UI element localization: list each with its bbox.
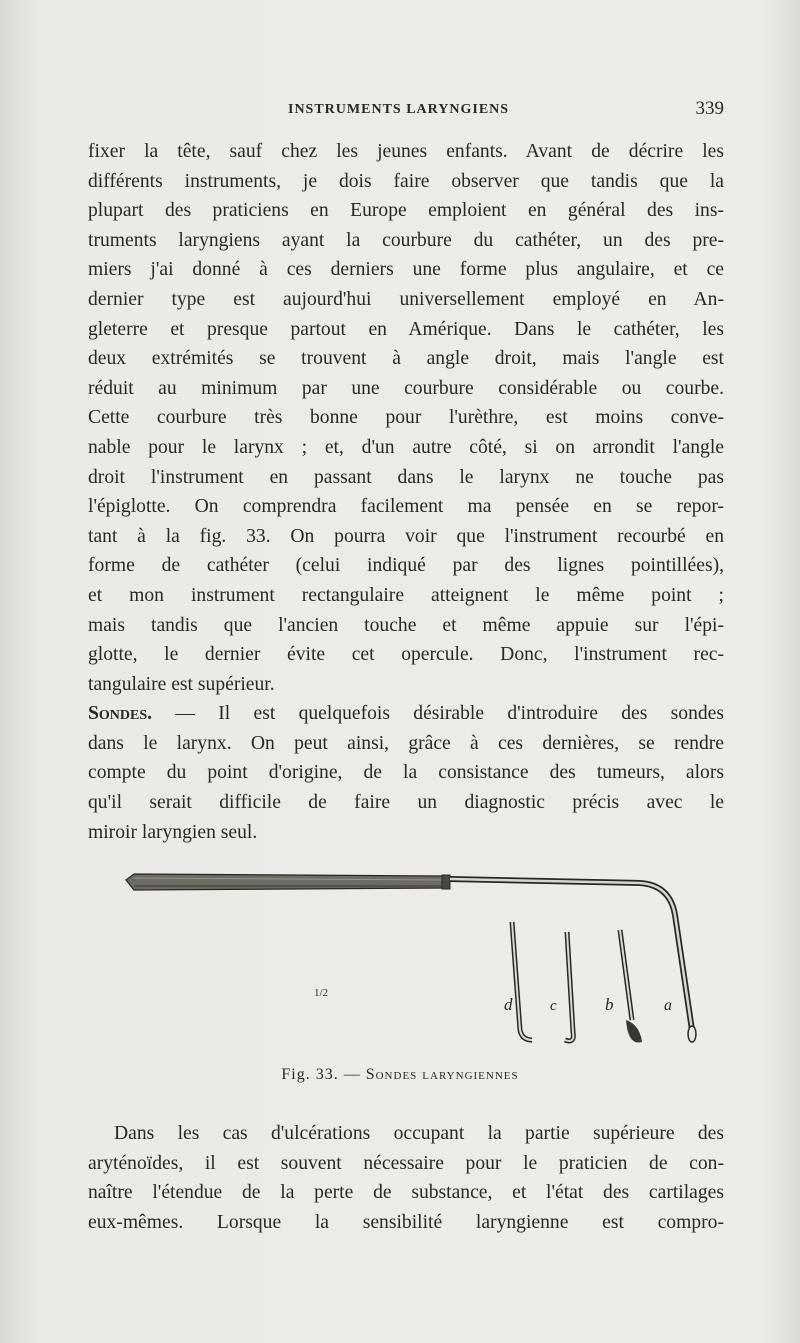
text-line: eux-mêmes. Lorsque la sensibilité laryngienne est compro-: [88, 1211, 724, 1233]
text-fragment: — Il est quelquefois désirable d'introduire des sondes: [152, 703, 724, 725]
text-line: forme de cathéter (celui indiqué par des lignes pointillées),: [88, 555, 724, 577]
probe-tip-d: [512, 922, 532, 1040]
text-line: compte du point d'origine, de la consistance des tumeurs, alors: [88, 762, 724, 784]
page-number: 339: [695, 98, 724, 119]
text-line: mais tandis que l'ancien touche et même appuie sur l'épi-: [88, 614, 724, 636]
text-line: qu'il serait difficile de faire un diagnostic précis avec le: [88, 792, 724, 814]
caption-number: Fig. 33. —: [281, 1066, 361, 1083]
text-line: tant à la fig. 33. On pourra voir que l'instrument recourbé en: [88, 525, 724, 547]
text-line: réduit au minimum par une courbure considérable ou courbe.: [88, 377, 724, 399]
body-text-lower: [88, 1119, 724, 1237]
text-line: dans le larynx. On peut ainsi, grâce à ces dernières, se rendre: [88, 732, 724, 754]
text-line: Dans les cas d'ulcérations occupant la partie supérieure des: [114, 1123, 724, 1144]
paragraph-angular-instruments: [88, 137, 724, 699]
scale-label: 1/2: [314, 987, 329, 999]
running-title: INSTRUMENTS LARYNGIENS: [288, 102, 510, 117]
text-line: tangulaire est supérieur.: [88, 673, 275, 695]
text-line: [88, 699, 724, 729]
text-line: truments laryngiens ayant la courbure du cathéter, un des pre-: [88, 229, 724, 251]
caption-title: Sondes laryngiennes: [365, 1066, 519, 1083]
body-text-upper: [88, 137, 724, 847]
text-line: nable pour le larynx ; et, d'un autre côté, si on arrondit l'angle: [88, 436, 724, 458]
text-line: miroir laryngien seul.: [88, 821, 258, 843]
text-line: Cette courbure très bonne pour l'urèthre, est moins conve-: [88, 407, 724, 429]
text-line: différents instruments, je dois faire observer que tandis que la: [88, 170, 724, 192]
text-line: droit l'instrument en passant dans le larynx ne touche pas: [88, 466, 724, 488]
probe-handle: [126, 874, 450, 890]
figure-caption: [0, 1066, 800, 1084]
text-line: miers j'ai donné à ces derniers une forme plus angulaire, et ce: [88, 259, 724, 281]
section-lead: Sondes.: [88, 703, 153, 725]
label-a: a: [664, 997, 672, 1014]
text-line: fixer la tête, sauf chez les jeunes enfants. Avant de décrire les: [88, 141, 724, 162]
text-line: plupart des praticiens en Europe emploient en général des ins-: [88, 200, 724, 222]
text-line: glotte, le dernier évite cet opercule. Donc, l'instrument rec-: [88, 644, 724, 666]
probe-tip-b: [620, 930, 642, 1043]
text-line: naître l'étendue de la perte de substance, et l'état des cartilages: [88, 1182, 724, 1204]
text-line: l'épiglotte. On comprendra facilement ma pensée en se repor-: [88, 496, 724, 518]
probes-illustration: [120, 860, 720, 1060]
paragraph-ulcerations: [88, 1119, 724, 1237]
text-line: dernier type est aujourd'hui universellement employé en An-: [88, 288, 724, 310]
label-d: d: [504, 995, 513, 1014]
text-line: gleterre et presque partout en Amérique. Dans le cathéter, les: [88, 318, 724, 340]
text-line: aryténoïdes, il est souvent nécessaire pour le praticien de con-: [88, 1152, 724, 1174]
running-header: [88, 96, 724, 126]
paragraph-sondes: [88, 699, 724, 847]
label-b: b: [605, 995, 614, 1014]
text-line: deux extrémités se trouvent à angle droit, mais l'angle est: [88, 348, 724, 370]
figure-laryngeal-probes: [120, 860, 720, 1060]
probe-tip-c: [565, 932, 573, 1041]
label-c: c: [550, 998, 557, 1014]
text-line: et mon instrument rectangulaire atteignent le même point ;: [88, 584, 724, 606]
